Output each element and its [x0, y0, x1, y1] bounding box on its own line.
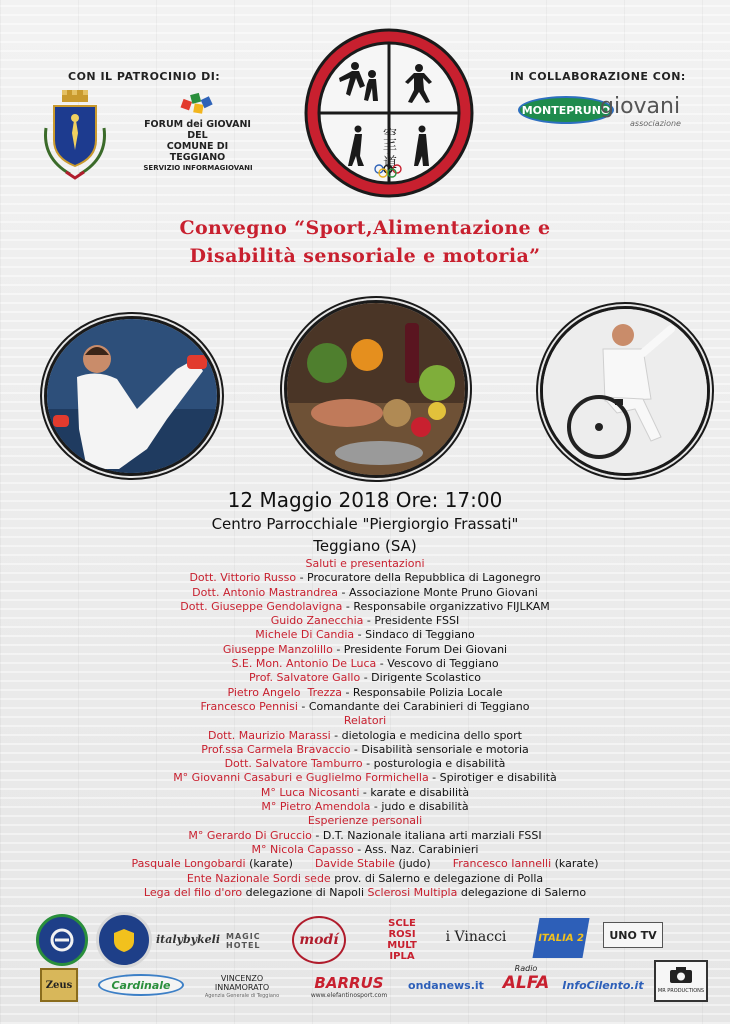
- saluti-item: [0, 643, 730, 657]
- athletes-line: [0, 857, 730, 871]
- speaker-role: - Presidente FSSI: [363, 614, 460, 628]
- forum-giovani-logo-icon: [180, 92, 214, 118]
- relatori-item: [0, 786, 730, 800]
- relatori-item: [0, 771, 730, 785]
- ens-line: [0, 872, 730, 886]
- kanji-text: 空手道: [381, 127, 397, 169]
- sponsor-radio-alfa: [498, 964, 554, 993]
- sponsor-magic-hotel: MAGIC HOTEL: [226, 932, 261, 950]
- forum-giovani-text: [140, 119, 255, 163]
- coat-of-arms-icon: [40, 88, 110, 180]
- speaker-name: Prof. Salvatore Gallo: [248, 671, 361, 685]
- sponsor-sclerosi-multipla: SCLE ROSI MULT IPLA: [387, 918, 417, 962]
- relatori-item: [0, 757, 730, 771]
- saluti-item: [0, 586, 730, 600]
- org-name: Sclerosi Multipla: [367, 885, 458, 899]
- org-role: delegazione di Salerno: [457, 885, 587, 899]
- monte-text: MONTE: [521, 103, 567, 117]
- saluti-item: [0, 671, 730, 685]
- speaker-role: - Responsabile Polizia Locale: [341, 685, 503, 699]
- event-date: 12 Maggio 2018 Ore: 17:00: [227, 488, 503, 512]
- speaker-name: M° Luca Nicosanti: [260, 785, 360, 799]
- relatori-item: [0, 729, 730, 743]
- vincenzo-line2: INNAMORATO: [214, 983, 270, 992]
- athlete-name: Francesco Iannelli: [452, 857, 552, 871]
- esperienze-item: [0, 843, 730, 857]
- karate-athlete-photo: [44, 316, 220, 476]
- speaker-name: Dott. Vittorio Russo: [189, 571, 297, 585]
- speaker-role: - Dirigente Scolastico: [360, 671, 482, 685]
- sponsor-infocilento: InfoCilento.it: [562, 978, 644, 992]
- relatori-item: [0, 743, 730, 757]
- alfa-text: ALFA: [502, 973, 550, 993]
- speaker-role: - D.T. Nazionale italiana arti marziali FSSI: [311, 828, 542, 842]
- speaker-role: - Ass. Naz. Carabinieri: [353, 842, 479, 856]
- athlete-sport: (karate): [245, 857, 293, 871]
- org-name: Lega del filo d'oro: [143, 885, 243, 899]
- mr-text: MR PRODUCTIONS: [657, 988, 705, 994]
- speaker-name: Francesco Pennisi: [200, 699, 298, 713]
- org-name: Ente Nazionale Sordi sede: [186, 871, 331, 885]
- saluti-item: [0, 614, 730, 628]
- lega-line: [0, 886, 730, 900]
- speaker-role: - Disabilità sensoriale e motoria: [350, 742, 529, 756]
- teggiano-coat-of-arms: [40, 88, 110, 180]
- speaker-name: M° Gerardo Di Gruccio: [188, 828, 312, 842]
- athlete-sport: (judo): [394, 857, 431, 871]
- sponsor-ondanews: ondanews.it: [408, 978, 484, 992]
- speaker-name: M° Giovanni Casaburi e Guglielmo Formichella: [173, 771, 429, 785]
- speaker-name: Dott. Giuseppe Gendolavigna: [180, 599, 343, 613]
- federation-shield-icon: [109, 925, 139, 955]
- speaker-role: - judo e disabilità: [370, 800, 469, 814]
- saluti-item: [0, 628, 730, 642]
- vincenzo-line3: Agenzia Generale di Teggiano: [204, 993, 280, 999]
- saluti-title: Saluti e presentazioni: [305, 557, 425, 570]
- sponsor-vinacci: i Vinacci: [445, 929, 507, 945]
- wheelchair-athlete-photo: [540, 306, 710, 476]
- sponsor-barrus: [306, 974, 392, 999]
- speaker-name: Giuseppe Manzolillo: [222, 642, 333, 656]
- saluti-item: [0, 600, 730, 614]
- sponsor-italybykeli: italybykeli: [155, 932, 221, 946]
- speaker-name: Pietro Angelo Trezza: [227, 685, 342, 699]
- program: [0, 557, 730, 900]
- org-role: delegazione di Napoli: [242, 885, 368, 899]
- relatori-item: [0, 800, 730, 814]
- org-role: prov. di Salerno e delegazione di Polla: [330, 871, 544, 885]
- saluti-item: [0, 686, 730, 700]
- speaker-name: Michele Di Candia: [255, 628, 355, 642]
- speaker-role: - Procuratore della Repubblica di Lagonegro: [296, 571, 541, 585]
- speaker-name: S.E. Mon. Antonio De Luca: [231, 657, 377, 671]
- monte-pruno-giovani-logo: [518, 94, 693, 134]
- esperienze-title: Esperienze personali: [307, 814, 423, 828]
- sponsor-badge-2: [96, 912, 152, 968]
- servizio-informagiovani: SERVIZIO INFORMAGIOVANI: [143, 164, 253, 172]
- forum-line2: DEL: [187, 130, 208, 141]
- sponsor-uno-tv: UNO TV: [603, 922, 663, 948]
- speaker-role: - Presidente Forum Dei Giovani: [332, 642, 508, 656]
- athlete-name: Pasquale Longobardi: [131, 857, 246, 871]
- athlete-name: Davide Stabile: [314, 857, 395, 871]
- athlete-sport: (karate): [551, 857, 599, 871]
- forum-line3: COMUNE DI TEGGIANO: [166, 141, 229, 163]
- event-venue: Centro Parrocchiale "Piergiorgio Frassati": [211, 515, 519, 533]
- event-title-line1: Convegno “Sport,Alimentazione e: [179, 217, 551, 239]
- patrocinio-label: CON IL PATROCINIO DI:: [68, 70, 221, 83]
- event-title-line2: Disabilità sensoriale e motoria”: [189, 245, 541, 267]
- speaker-name: Dott. Antonio Mastrandrea: [192, 585, 339, 599]
- forum-line1: FORUM dei GIOVANI: [144, 119, 251, 130]
- speaker-role: - Responsabile organizzativo FIJLKAM: [342, 599, 550, 613]
- speaker-name: Guido Zanecchia: [270, 614, 364, 628]
- speaker-role: - Comandante dei Carabinieri di Teggiano: [297, 699, 530, 713]
- sponsor-zeus: Zeus: [40, 968, 78, 1002]
- saluti-item: [0, 657, 730, 671]
- camera-icon: [669, 966, 693, 984]
- sports-federation-icon: [47, 925, 77, 955]
- speaker-role: - posturologia e disabilità: [362, 757, 506, 771]
- relatori-title: Relatori: [343, 714, 387, 728]
- speaker-role: - Sindaco di Teggiano: [354, 628, 475, 642]
- event-city: Teggiano (SA): [313, 537, 417, 555]
- sponsor-mr-productions: [654, 960, 708, 1002]
- speaker-role: - Spirotiger e disabilità: [428, 771, 557, 785]
- speaker-role: - Vescovo di Teggiano: [376, 657, 499, 671]
- food-photo: [284, 300, 468, 478]
- sponsor-modi: modí: [292, 916, 346, 964]
- speaker-role: - karate e disabilità: [359, 785, 470, 799]
- sponsor-vincenzo-innamorato: [196, 974, 288, 1001]
- collaborazione-label: IN COLLABORAZIONE CON:: [510, 70, 686, 83]
- karate-do-logo: [302, 26, 476, 200]
- sponsor-badge-1: [36, 914, 88, 966]
- speaker-name: Prof.ssa Carmela Bravaccio: [201, 742, 351, 756]
- speaker-name: M° Pietro Amendola: [261, 800, 371, 814]
- giovani-text: giovani: [600, 94, 681, 119]
- vincenzo-line1: VINCENZO: [220, 974, 264, 983]
- esperienze-item: [0, 829, 730, 843]
- speaker-name: M° Nicola Capasso: [251, 842, 354, 856]
- speaker-role: - dietologia e medicina dello sport: [330, 728, 522, 742]
- speaker-name: Dott. Salvatore Tamburro: [224, 757, 363, 771]
- radio-text: Radio: [514, 964, 538, 973]
- barrus-name: BARRUS: [314, 974, 384, 992]
- speaker-name: Dott. Maurizio Marassi: [207, 728, 331, 742]
- sponsor-italia2: ITALIA 2: [532, 918, 589, 958]
- sponsor-cardinale: Cardinale: [98, 974, 184, 996]
- saluti-item: [0, 700, 730, 714]
- pruno-text: PRUNO: [566, 103, 611, 117]
- barrus-url: www.elefantinosport.com: [310, 992, 388, 999]
- saluti-item: [0, 571, 730, 585]
- speaker-role: - Associazione Monte Pruno Giovani: [338, 585, 538, 599]
- associazione-text: associazione: [630, 119, 681, 128]
